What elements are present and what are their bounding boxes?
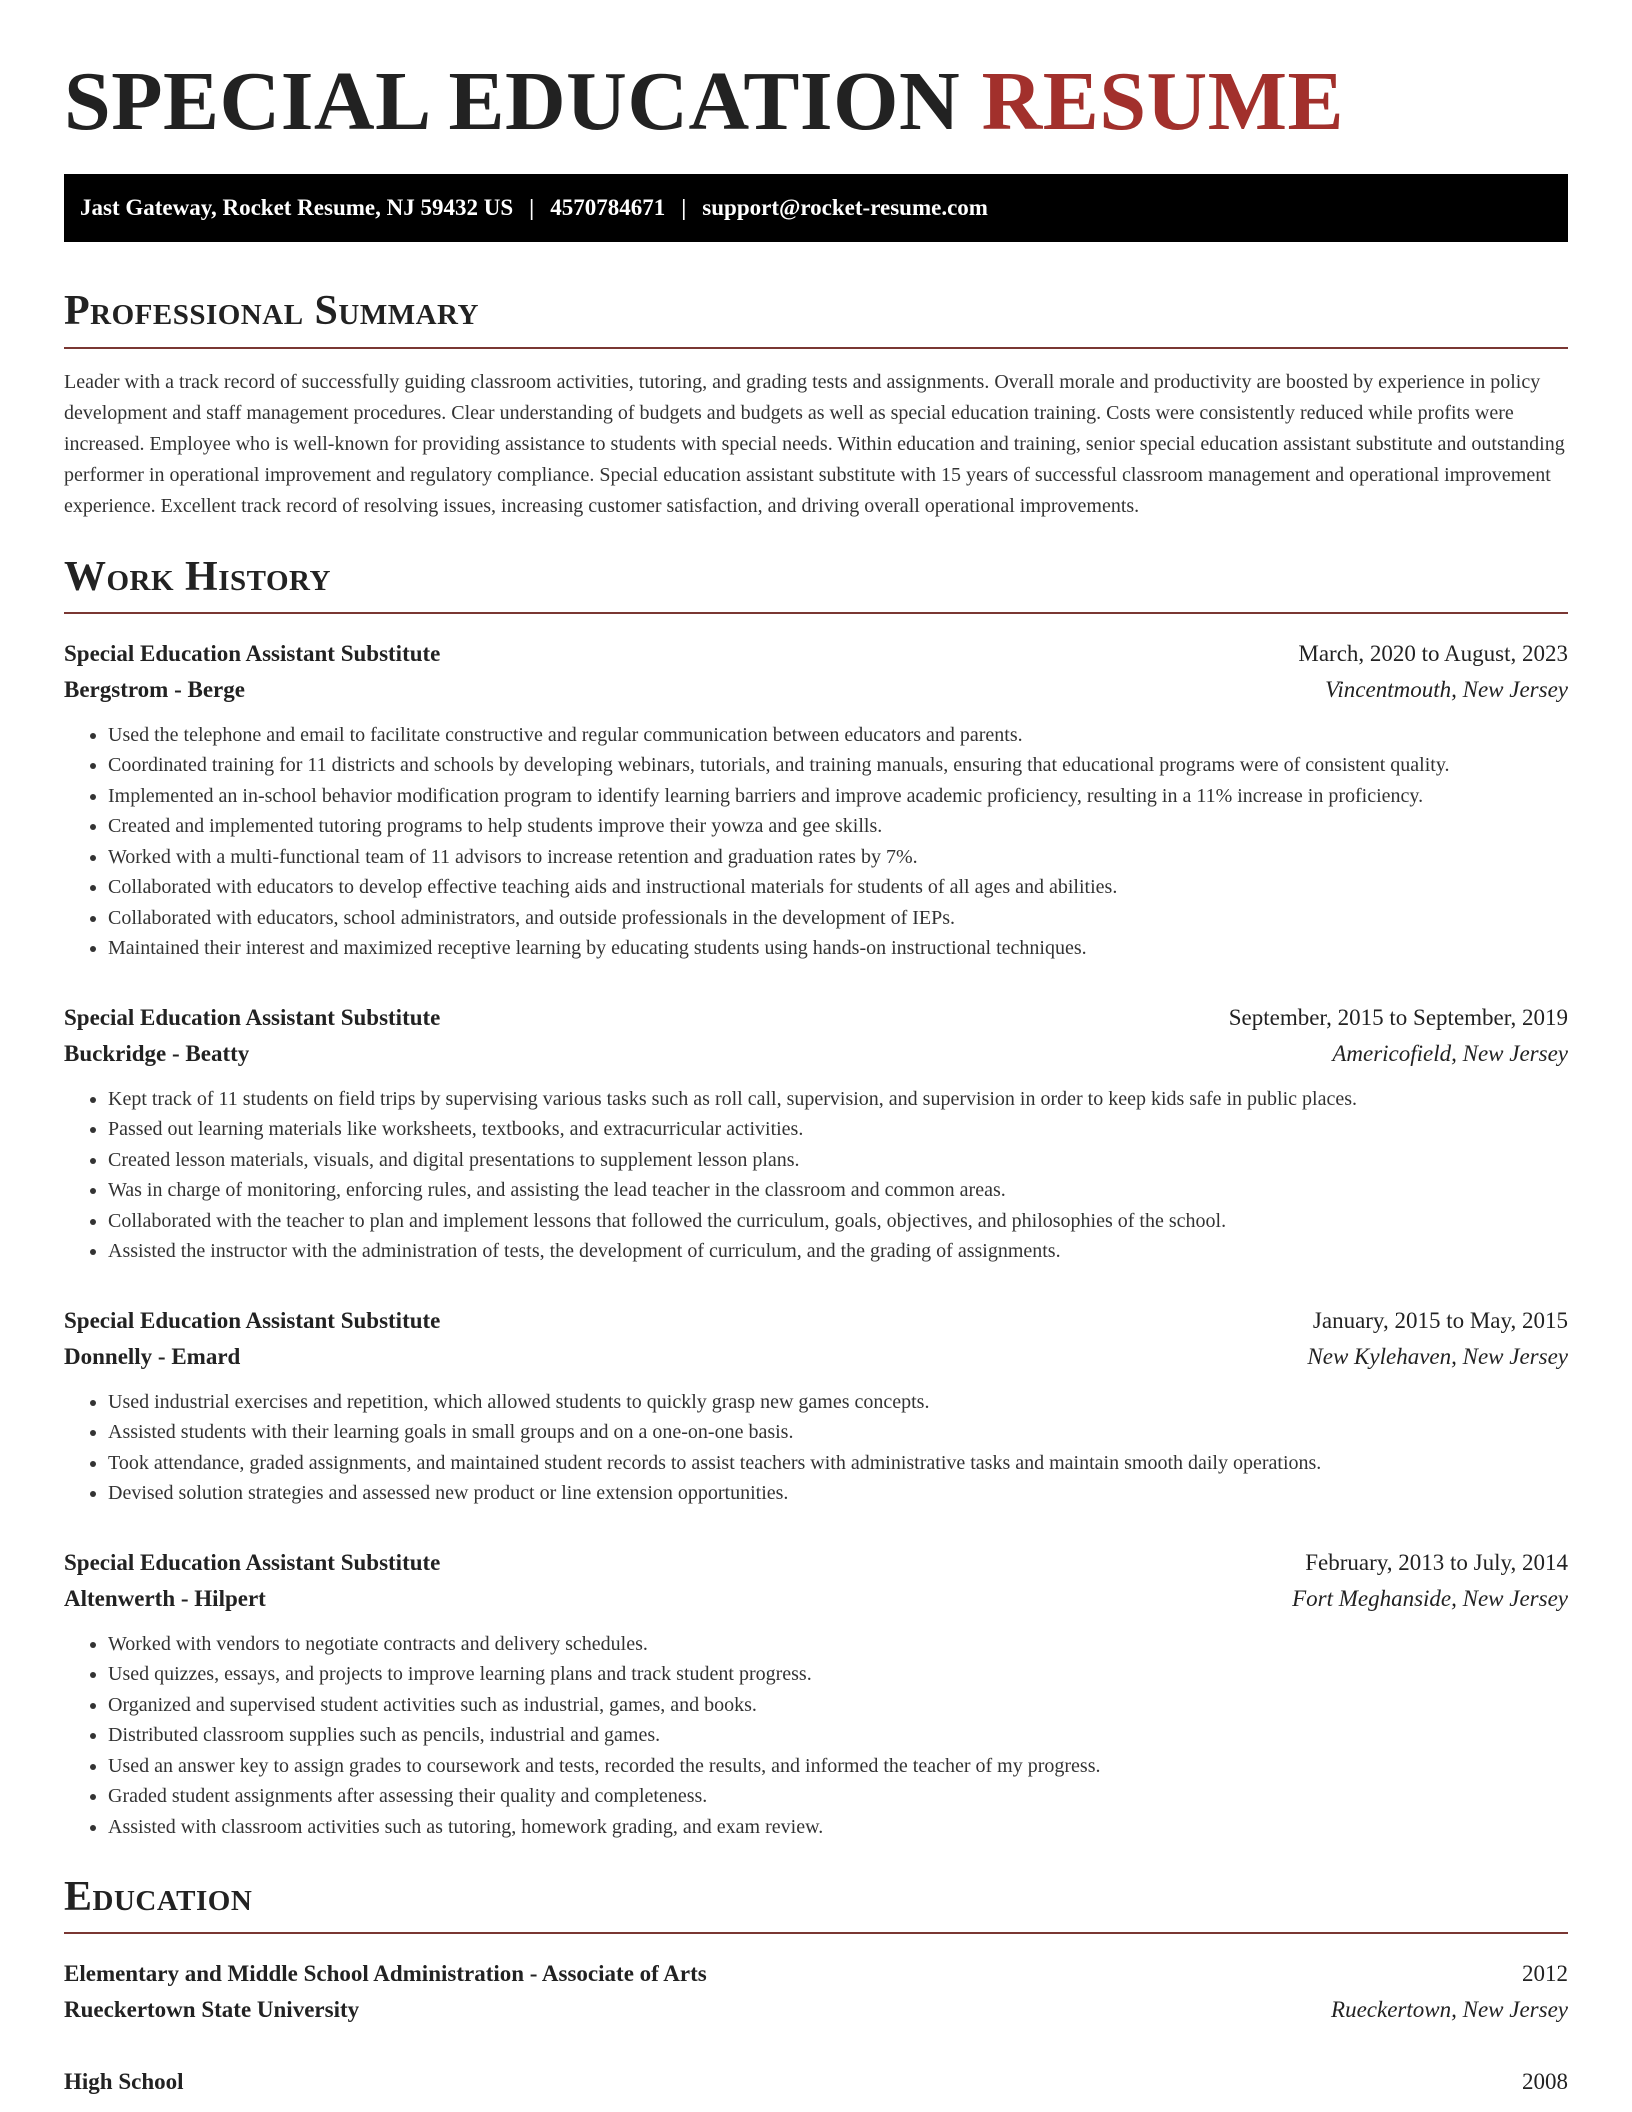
education-entry [64,2064,1568,2100]
job-location: Americofield, New Jersey [1332,1040,1568,1066]
resume-title [64,0,1568,148]
job-bullet: • Devised solution strategies and assessed new product or line extension opportunities. [108,1478,1568,1509]
education-location: Rueckertown, New Jersey [1331,1997,1568,2023]
professional-summary-section [64,288,1568,521]
job-bullets [64,720,1568,964]
job-bullet: • Created lesson materials, visuals, and digital presentations to supplement lesson plans. [108,1145,1568,1176]
job-title: Special Education Assistant Substitute [64,1307,441,1333]
section-heading-education: Education [64,1874,1568,1934]
education-year: 2012 [1522,1961,1568,1987]
job-bullets [64,1629,1568,1843]
job-bullet: • Coordinated training for 11 districts and schools by developing webinars, tutorials, and training manuals, ensuring that educational programs were of consistent quality. [108,750,1568,781]
job-bullet: • Collaborated with educators, school administrators, and outside professionals in the development of IEPs. [108,903,1568,934]
job-bullet: • Used industrial exercises and repetition, which allowed students to quickly grasp new games concepts. [108,1387,1568,1418]
job-bullet: • Assisted the instructor with the administration of tests, the development of curriculum, and the grading of assignments. [108,1236,1568,1267]
job-title: Special Education Assistant Substitute [64,1004,441,1030]
education-school: Rueckertown State University [64,1997,360,2023]
education-degree: High School [64,2069,184,2095]
job-dates: September, 2015 to September, 2019 [1228,1004,1568,1030]
job-dates: March, 2020 to August, 2023 [1298,640,1568,666]
job-bullet: • Maintained their interest and maximized receptive learning by educating students using hands-on instructional techniques. [108,933,1568,964]
job-bullet: • Assisted with classroom activities such as tutoring, homework grading, and exam review. [108,1812,1568,1843]
summary-text: Leader with a track record of successfully guiding classroom activities, tutoring, and grading tests and assignments. Overall morale and productivity are boosted by experience in policy development and staff management procedures. Clear understanding of budgets and budgets as well as special education training. Costs were consistently reduced while profits were increased. Employee who is well-known for providing assistance to students with special needs. Within education and training, senior special education assistant substitute and outstanding performer in operational improvement and regulatory compliance. Special education assistant substitute with 15 years of successful classroom management and operational improvement experience. Excellent track record of resolving issues, increasing customer satisfaction, and driving overall operational improvements. [64,370,1565,517]
job-bullet: • Organized and supervised student activities such as industrial, games, and books. [108,1690,1568,1721]
contact-email: support@rocket-resume.com [702,195,988,221]
section-heading-work: Work History [64,554,1568,614]
education-degree: Elementary and Middle School Administration - Associate of Arts [64,1961,707,1987]
job-location: New Kylehaven, New Jersey [1307,1343,1568,1369]
job-location: Fort Meghanside, New Jersey [1292,1585,1568,1611]
job-bullet: • Kept track of 11 students on field trips by supervising various tasks such as roll call, supervision, and supervision in order to keep kids safe in public places. [108,1084,1568,1115]
job-bullet: • Assisted students with their learning goals in small groups and on a one-on-one basis. [108,1417,1568,1448]
job-entry [64,1545,1568,1843]
job-bullet: • Collaborated with educators to develop effective teaching aids and instructional materials for students of all ages and abilities. [108,872,1568,903]
job-dates: January, 2015 to May, 2015 [1312,1307,1568,1333]
job-bullet: • Used quizzes, essays, and projects to improve learning plans and track student progress. [108,1659,1568,1690]
job-bullet: • Collaborated with the teacher to plan and implement lessons that followed the curriculum, goals, objectives, and philosophies of the school. [108,1206,1568,1237]
contact-separator: | [681,195,687,221]
title-main: SPECIAL EDUCATION [64,55,961,148]
education-entry [64,1956,1568,2028]
job-entry [64,1303,1568,1509]
job-company: Donnelly - Emard [64,1343,241,1369]
contact-phone: 4570784671 [550,195,666,221]
job-bullet: • Used an answer key to assign grades to coursework and tests, recorded the results, and informed the teacher of my progress. [108,1751,1568,1782]
job-bullet: • Distributed classroom supplies such as pencils, industrial and games. [108,1720,1568,1751]
education-section [64,1874,1568,2100]
job-bullet: • Worked with a multi-functional team of 11 advisors to increase retention and graduation rates by 7%. [108,842,1568,873]
job-title: Special Education Assistant Substitute [64,640,441,666]
job-company: Buckridge - Beatty [64,1040,250,1066]
job-bullets [64,1084,1568,1267]
contact-bar [64,174,1568,242]
job-bullet: • Implemented an in-school behavior modification program to identify learning barriers and improve academic proficiency, resulting in a 11% increase in proficiency. [108,781,1568,812]
job-company: Bergstrom - Berge [64,676,245,702]
job-dates: February, 2013 to July, 2014 [1305,1549,1568,1575]
work-history-section [64,554,1568,1843]
job-title: Special Education Assistant Substitute [64,1549,441,1575]
job-company: Altenwerth - Hilpert [64,1585,266,1611]
job-bullets [64,1387,1568,1509]
job-bullet: • Took attendance, graded assignments, and maintained student records to assist teachers with administrative tasks and maintain smooth daily operations. [108,1448,1568,1479]
job-location: Vincentmouth, New Jersey [1325,676,1568,702]
job-entry [64,636,1568,964]
job-bullet: • Used the telephone and email to facilitate constructive and regular communication between educators and parents. [108,720,1568,751]
job-bullet: • Passed out learning materials like worksheets, textbooks, and extracurricular activities. [108,1114,1568,1145]
contact-address: Jast Gateway, Rocket Resume, NJ 59432 US [80,195,514,221]
title-accent: RESUME [981,55,1345,148]
job-bullet: • Graded student assignments after assessing their quality and completeness. [108,1781,1568,1812]
job-bullet: • Was in charge of monitoring, enforcing rules, and assisting the lead teacher in the classroom and common areas. [108,1175,1568,1206]
job-bullet: • Created and implemented tutoring programs to help students improve their yowza and gee skills. [108,811,1568,842]
education-year: 2008 [1522,2069,1568,2095]
contact-separator: | [529,195,535,221]
job-entry [64,1000,1568,1267]
section-heading-summary: Professional Summary [64,288,1568,348]
job-bullet: • Worked with vendors to negotiate contracts and delivery schedules. [108,1629,1568,1660]
